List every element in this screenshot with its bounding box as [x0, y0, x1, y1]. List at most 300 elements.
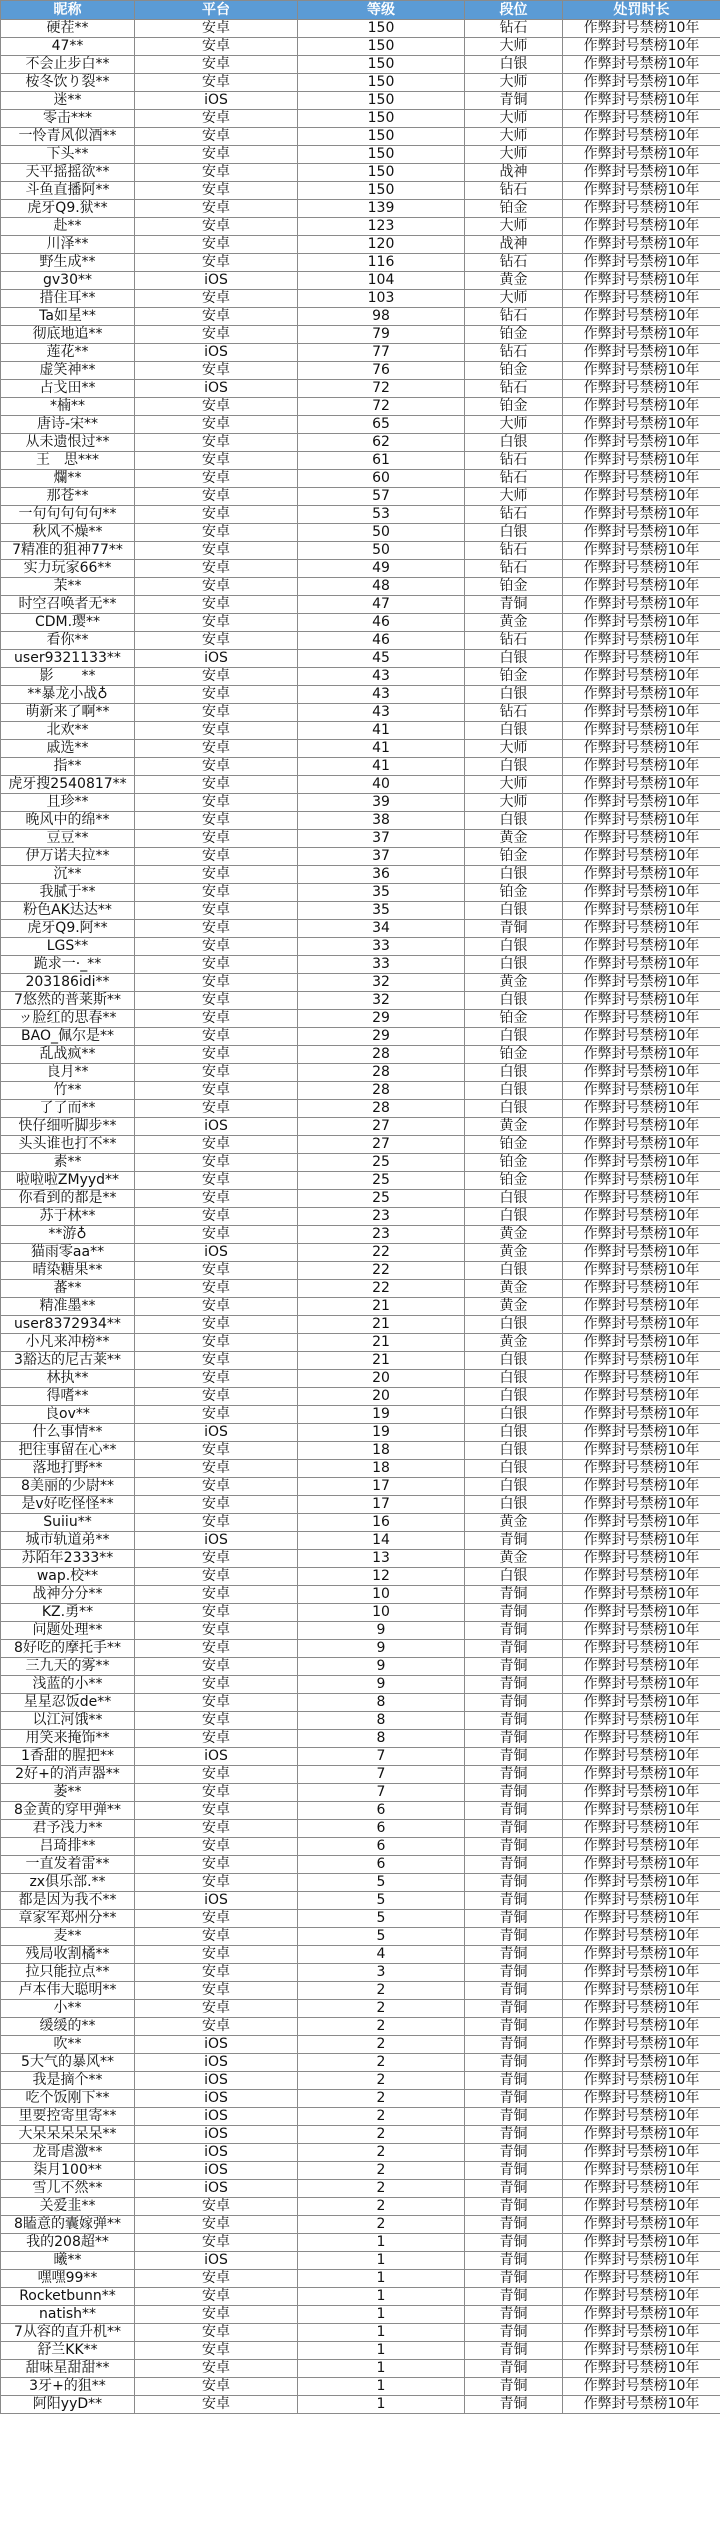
cell-level: 150	[298, 38, 465, 56]
cell-level: 77	[298, 344, 465, 362]
table-row	[1, 1280, 720, 1298]
cell-level: 12	[298, 1568, 465, 1586]
cell-rank: 钻石	[465, 542, 563, 560]
table-row	[1, 1082, 720, 1100]
cell-nickname: 素**	[1, 1154, 135, 1172]
cell-penalty: 作弊封号禁榜10年	[563, 902, 720, 920]
cell-rank: 黄金	[465, 272, 563, 290]
cell-platform: iOS	[135, 2036, 298, 2054]
cell-penalty: 作弊封号禁榜10年	[563, 1316, 720, 1334]
cell-penalty: 作弊封号禁榜10年	[563, 1118, 720, 1136]
cell-rank: 铂金	[465, 362, 563, 380]
cell-level: 7	[298, 1748, 465, 1766]
cell-level: 116	[298, 254, 465, 272]
table-row	[1, 110, 720, 128]
cell-level: 2	[298, 2144, 465, 2162]
table-row	[1, 1820, 720, 1838]
cell-penalty: 作弊封号禁榜10年	[563, 2324, 720, 2342]
table-row	[1, 2216, 720, 2234]
cell-level: 23	[298, 1208, 465, 1226]
cell-rank: 黄金	[465, 1334, 563, 1352]
cell-rank: 白银	[465, 524, 563, 542]
cell-penalty: 作弊封号禁榜10年	[563, 1982, 720, 2000]
cell-rank: 青铜	[465, 1694, 563, 1712]
cell-platform: 安卓	[135, 1100, 298, 1118]
cell-nickname: 川泽**	[1, 236, 135, 254]
table-row	[1, 1352, 720, 1370]
cell-platform: 安卓	[135, 1712, 298, 1730]
cell-level: 16	[298, 1514, 465, 1532]
cell-nickname: wap.校**	[1, 1568, 135, 1586]
table-row	[1, 1478, 720, 1496]
cell-rank: 青铜	[465, 2360, 563, 2378]
cell-level: 18	[298, 1460, 465, 1478]
cell-nickname: 吕琦排**	[1, 1838, 135, 1856]
cell-level: 37	[298, 848, 465, 866]
cell-rank: 白银	[465, 1568, 563, 1586]
cell-rank: 青铜	[465, 1640, 563, 1658]
cell-level: 4	[298, 1946, 465, 1964]
cell-level: 62	[298, 434, 465, 452]
cell-nickname: 缓缓的**	[1, 2018, 135, 2036]
table-row	[1, 92, 720, 110]
table-row	[1, 2126, 720, 2144]
cell-nickname: 零击***	[1, 110, 135, 128]
cell-nickname: 指**	[1, 758, 135, 776]
cell-penalty: 作弊封号禁榜10年	[563, 1064, 720, 1082]
cell-nickname: 不会止步白**	[1, 56, 135, 74]
cell-level: 10	[298, 1604, 465, 1622]
cell-penalty: 作弊封号禁榜10年	[563, 1172, 720, 1190]
table-row	[1, 524, 720, 542]
cell-penalty: 作弊封号禁榜10年	[563, 488, 720, 506]
cell-penalty: 作弊封号禁榜10年	[563, 2054, 720, 2072]
cell-penalty: 作弊封号禁榜10年	[563, 1856, 720, 1874]
cell-level: 28	[298, 1064, 465, 1082]
cell-rank: 大师	[465, 218, 563, 236]
cell-nickname: 莲花**	[1, 344, 135, 362]
cell-nickname: 得嗜**	[1, 1388, 135, 1406]
cell-level: 43	[298, 686, 465, 704]
cell-level: 28	[298, 1046, 465, 1064]
cell-rank: 青铜	[465, 2252, 563, 2270]
cell-nickname: 你看到的都是**	[1, 1190, 135, 1208]
cell-platform: 安卓	[135, 704, 298, 722]
cell-nickname: 王 思***	[1, 452, 135, 470]
cell-level: 35	[298, 884, 465, 902]
cell-platform: 安卓	[135, 1388, 298, 1406]
cell-level: 19	[298, 1406, 465, 1424]
cell-rank: 白银	[465, 1352, 563, 1370]
cell-platform: iOS	[135, 1244, 298, 1262]
cell-nickname: 硬茬**	[1, 20, 135, 38]
cell-nickname: 彻底地追**	[1, 326, 135, 344]
cell-level: 43	[298, 704, 465, 722]
table-row	[1, 956, 720, 974]
cell-penalty: 作弊封号禁榜10年	[563, 1640, 720, 1658]
cell-rank: 青铜	[465, 1856, 563, 1874]
cell-rank: 黄金	[465, 1226, 563, 1244]
table-row	[1, 632, 720, 650]
table-row	[1, 1964, 720, 1982]
cell-nickname: 跪求一·_**	[1, 956, 135, 974]
table-row	[1, 506, 720, 524]
cell-platform: 安卓	[135, 56, 298, 74]
cell-nickname: user8372934**	[1, 1316, 135, 1334]
cell-nickname: 萎**	[1, 1784, 135, 1802]
cell-platform: 安卓	[135, 2216, 298, 2234]
cell-penalty: 作弊封号禁榜10年	[563, 218, 720, 236]
cell-level: 35	[298, 902, 465, 920]
table-row	[1, 1568, 720, 1586]
cell-penalty: 作弊封号禁榜10年	[563, 2342, 720, 2360]
cell-platform: 安卓	[135, 1694, 298, 1712]
cell-rank: 铂金	[465, 398, 563, 416]
table-row	[1, 1244, 720, 1262]
cell-rank: 青铜	[465, 2342, 563, 2360]
cell-rank: 白银	[465, 434, 563, 452]
cell-rank: 白银	[465, 1064, 563, 1082]
cell-penalty: 作弊封号禁榜10年	[563, 650, 720, 668]
cell-rank: 青铜	[465, 2162, 563, 2180]
cell-penalty: 作弊封号禁榜10年	[563, 668, 720, 686]
cell-platform: 安卓	[135, 182, 298, 200]
cell-penalty: 作弊封号禁榜10年	[563, 740, 720, 758]
cell-nickname: 都是因为我不**	[1, 1892, 135, 1910]
cell-nickname: 看你**	[1, 632, 135, 650]
cell-level: 37	[298, 830, 465, 848]
cell-nickname: 章家军郑州分**	[1, 1910, 135, 1928]
cell-nickname: 47**	[1, 38, 135, 56]
cell-nickname: 快仔细听脚步**	[1, 1118, 135, 1136]
cell-level: 5	[298, 1910, 465, 1928]
table-row	[1, 2270, 720, 2288]
cell-nickname: 里要控寄里寄**	[1, 2108, 135, 2126]
cell-platform: 安卓	[135, 2378, 298, 2396]
cell-level: 76	[298, 362, 465, 380]
cell-platform: 安卓	[135, 1784, 298, 1802]
cell-level: 2	[298, 2162, 465, 2180]
table-row	[1, 1784, 720, 1802]
table-row	[1, 2054, 720, 2072]
cell-penalty: 作弊封号禁榜10年	[563, 344, 720, 362]
cell-rank: 青铜	[465, 2180, 563, 2198]
cell-penalty: 作弊封号禁榜10年	[563, 1424, 720, 1442]
cell-nickname: 伊万诺夫拉**	[1, 848, 135, 866]
cell-platform: 安卓	[135, 1946, 298, 1964]
cell-nickname: 晚风中的绵**	[1, 812, 135, 830]
cell-platform: 安卓	[135, 1316, 298, 1334]
cell-platform: 安卓	[135, 1910, 298, 1928]
cell-platform: 安卓	[135, 2198, 298, 2216]
cell-penalty: 作弊封号禁榜10年	[563, 398, 720, 416]
cell-platform: 安卓	[135, 722, 298, 740]
cell-penalty: 作弊封号禁榜10年	[563, 1550, 720, 1568]
cell-nickname: 7精准的狙神77**	[1, 542, 135, 560]
cell-penalty: 作弊封号禁榜10年	[563, 1748, 720, 1766]
cell-level: 22	[298, 1262, 465, 1280]
cell-platform: iOS	[135, 2252, 298, 2270]
cell-nickname: 嘿嘿99**	[1, 2270, 135, 2288]
cell-nickname: 虎牙Q9.狱**	[1, 200, 135, 218]
cell-platform: 安卓	[135, 506, 298, 524]
header-platform: 平台	[135, 1, 298, 20]
cell-platform: iOS	[135, 1424, 298, 1442]
cell-rank: 青铜	[465, 2090, 563, 2108]
cell-nickname: 问题处理**	[1, 1622, 135, 1640]
cell-platform: 安卓	[135, 290, 298, 308]
cell-rank: 青铜	[465, 1892, 563, 1910]
table-row	[1, 668, 720, 686]
cell-penalty: 作弊封号禁榜10年	[563, 2000, 720, 2018]
cell-nickname: *楠**	[1, 398, 135, 416]
cell-rank: 青铜	[465, 2072, 563, 2090]
cell-platform: 安卓	[135, 488, 298, 506]
cell-penalty: 作弊封号禁榜10年	[563, 1226, 720, 1244]
cell-level: 72	[298, 398, 465, 416]
cell-platform: 安卓	[135, 938, 298, 956]
cell-rank: 白银	[465, 1316, 563, 1334]
cell-level: 17	[298, 1478, 465, 1496]
cell-penalty: 作弊封号禁榜10年	[563, 722, 720, 740]
cell-platform: 安卓	[135, 794, 298, 812]
cell-penalty: 作弊封号禁榜10年	[563, 2090, 720, 2108]
cell-nickname: 8美丽的少尉**	[1, 1478, 135, 1496]
cell-level: 150	[298, 164, 465, 182]
table-row	[1, 1838, 720, 1856]
table-row	[1, 1874, 720, 1892]
cell-rank: 青铜	[465, 2216, 563, 2234]
cell-level: 150	[298, 110, 465, 128]
cell-nickname: **游♁	[1, 1226, 135, 1244]
cell-penalty: 作弊封号禁榜10年	[563, 272, 720, 290]
cell-rank: 白银	[465, 866, 563, 884]
cell-nickname: 卢本伟大聪明**	[1, 1982, 135, 2000]
cell-rank: 青铜	[465, 2036, 563, 2054]
cell-level: 72	[298, 380, 465, 398]
cell-rank: 黄金	[465, 1280, 563, 1298]
cell-level: 39	[298, 794, 465, 812]
cell-platform: iOS	[135, 2180, 298, 2198]
cell-rank: 铂金	[465, 848, 563, 866]
table-row	[1, 1658, 720, 1676]
cell-nickname: 大呆呆呆呆呆**	[1, 2126, 135, 2144]
cell-penalty: 作弊封号禁榜10年	[563, 1874, 720, 1892]
cell-penalty: 作弊封号禁榜10年	[563, 1244, 720, 1262]
cell-platform: 安卓	[135, 416, 298, 434]
cell-platform: 安卓	[135, 614, 298, 632]
cell-platform: 安卓	[135, 1406, 298, 1424]
table-row	[1, 2378, 720, 2396]
cell-penalty: 作弊封号禁榜10年	[563, 1820, 720, 1838]
cell-platform: 安卓	[135, 164, 298, 182]
cell-rank: 大师	[465, 74, 563, 92]
cell-level: 43	[298, 668, 465, 686]
cell-nickname: 蕃**	[1, 1280, 135, 1298]
cell-platform: 安卓	[135, 1838, 298, 1856]
cell-level: 48	[298, 578, 465, 596]
cell-penalty: 作弊封号禁榜10年	[563, 632, 720, 650]
cell-rank: 青铜	[465, 1712, 563, 1730]
cell-rank: 青铜	[465, 1838, 563, 1856]
cell-level: 22	[298, 1280, 465, 1298]
table-row	[1, 74, 720, 92]
cell-platform: iOS	[135, 272, 298, 290]
cell-platform: 安卓	[135, 884, 298, 902]
table-row	[1, 1676, 720, 1694]
cell-platform: 安卓	[135, 1190, 298, 1208]
cell-nickname: 残局收割橘**	[1, 1946, 135, 1964]
cell-rank: 青铜	[465, 1928, 563, 1946]
cell-nickname: 从未遗恨过**	[1, 434, 135, 452]
cell-level: 2	[298, 2198, 465, 2216]
cell-level: 6	[298, 1838, 465, 1856]
table-row	[1, 758, 720, 776]
cell-rank: 青铜	[465, 1784, 563, 1802]
table-row	[1, 614, 720, 632]
cell-platform: 安卓	[135, 1586, 298, 1604]
cell-level: 1	[298, 2252, 465, 2270]
cell-penalty: 作弊封号禁榜10年	[563, 974, 720, 992]
cell-rank: 大师	[465, 488, 563, 506]
cell-level: 150	[298, 182, 465, 200]
cell-penalty: 作弊封号禁榜10年	[563, 92, 720, 110]
cell-level: 1	[298, 2270, 465, 2288]
cell-platform: iOS	[135, 92, 298, 110]
cell-rank: 白银	[465, 1370, 563, 1388]
cell-rank: 战神	[465, 236, 563, 254]
cell-penalty: 作弊封号禁榜10年	[563, 1802, 720, 1820]
cell-platform: 安卓	[135, 1514, 298, 1532]
cell-penalty: 作弊封号禁榜10年	[563, 254, 720, 272]
cell-level: 104	[298, 272, 465, 290]
cell-rank: 青铜	[465, 1658, 563, 1676]
table-row	[1, 650, 720, 668]
cell-penalty: 作弊封号禁榜10年	[563, 74, 720, 92]
cell-level: 150	[298, 20, 465, 38]
table-row	[1, 1046, 720, 1064]
table-row	[1, 686, 720, 704]
table-row	[1, 1892, 720, 1910]
cell-rank: 钻石	[465, 182, 563, 200]
cell-level: 5	[298, 1874, 465, 1892]
cell-rank: 白银	[465, 1208, 563, 1226]
cell-rank: 青铜	[465, 1982, 563, 2000]
cell-platform: 安卓	[135, 146, 298, 164]
cell-rank: 白银	[465, 1262, 563, 1280]
cell-nickname: 赴**	[1, 218, 135, 236]
cell-rank: 青铜	[465, 2306, 563, 2324]
cell-platform: 安卓	[135, 2396, 298, 2414]
cell-penalty: 作弊封号禁榜10年	[563, 2162, 720, 2180]
cell-level: 40	[298, 776, 465, 794]
cell-level: 36	[298, 866, 465, 884]
cell-penalty: 作弊封号禁榜10年	[563, 56, 720, 74]
cell-nickname: 野生成**	[1, 254, 135, 272]
table-row	[1, 1028, 720, 1046]
cell-level: 28	[298, 1100, 465, 1118]
cell-level: 34	[298, 920, 465, 938]
cell-platform: 安卓	[135, 1676, 298, 1694]
cell-nickname: 雪儿不然**	[1, 2180, 135, 2198]
cell-platform: 安卓	[135, 308, 298, 326]
cell-penalty: 作弊封号禁榜10年	[563, 1208, 720, 1226]
cell-penalty: 作弊封号禁榜10年	[563, 956, 720, 974]
cell-platform: 安卓	[135, 1622, 298, 1640]
cell-nickname: LGS**	[1, 938, 135, 956]
cell-nickname: 唐诗-宋**	[1, 416, 135, 434]
cell-nickname: KZ.勇**	[1, 1604, 135, 1622]
cell-level: 46	[298, 632, 465, 650]
cell-rank: 青铜	[465, 92, 563, 110]
cell-platform: iOS	[135, 2144, 298, 2162]
cell-rank: 青铜	[465, 2126, 563, 2144]
cell-nickname: 浅蓝的小**	[1, 1676, 135, 1694]
cell-level: 120	[298, 236, 465, 254]
cell-platform: 安卓	[135, 38, 298, 56]
cell-platform: 安卓	[135, 740, 298, 758]
cell-rank: 白银	[465, 56, 563, 74]
cell-rank: 黄金	[465, 1244, 563, 1262]
cell-nickname: 精准墨**	[1, 1298, 135, 1316]
cell-platform: 安卓	[135, 2288, 298, 2306]
cell-platform: 安卓	[135, 542, 298, 560]
cell-level: 9	[298, 1676, 465, 1694]
table-row	[1, 722, 720, 740]
cell-penalty: 作弊封号禁榜10年	[563, 1406, 720, 1424]
cell-penalty: 作弊封号禁榜10年	[563, 452, 720, 470]
cell-rank: 铂金	[465, 884, 563, 902]
cell-nickname: 苏陌年2333**	[1, 1550, 135, 1568]
cell-penalty: 作弊封号禁榜10年	[563, 200, 720, 218]
cell-penalty: 作弊封号禁榜10年	[563, 236, 720, 254]
cell-level: 60	[298, 470, 465, 488]
cell-rank: 白银	[465, 938, 563, 956]
table-row	[1, 1802, 720, 1820]
cell-rank: 钻石	[465, 344, 563, 362]
cell-level: 5	[298, 1892, 465, 1910]
cell-penalty: 作弊封号禁榜10年	[563, 2270, 720, 2288]
table-row	[1, 164, 720, 182]
header-rank: 段位	[465, 1, 563, 20]
table-row	[1, 2360, 720, 2378]
cell-level: 2	[298, 2090, 465, 2108]
cell-nickname: 影 **	[1, 668, 135, 686]
table-row	[1, 326, 720, 344]
cell-level: 20	[298, 1388, 465, 1406]
cell-platform: 安卓	[135, 524, 298, 542]
cell-rank: 钻石	[465, 506, 563, 524]
cell-rank: 青铜	[465, 2018, 563, 2036]
cell-rank: 白银	[465, 812, 563, 830]
cell-penalty: 作弊封号禁榜10年	[563, 938, 720, 956]
cell-rank: 大师	[465, 128, 563, 146]
cell-platform: 安卓	[135, 1640, 298, 1658]
cell-platform: 安卓	[135, 2324, 298, 2342]
cell-platform: 安卓	[135, 452, 298, 470]
cell-penalty: 作弊封号禁榜10年	[563, 1730, 720, 1748]
cell-level: 41	[298, 722, 465, 740]
cell-platform: 安卓	[135, 2234, 298, 2252]
cell-penalty: 作弊封号禁榜10年	[563, 1496, 720, 1514]
cell-level: 41	[298, 740, 465, 758]
cell-platform: 安卓	[135, 1082, 298, 1100]
cell-rank: 青铜	[465, 1910, 563, 1928]
cell-level: 9	[298, 1658, 465, 1676]
table-row	[1, 1154, 720, 1172]
cell-rank: 铂金	[465, 1172, 563, 1190]
cell-rank: 铂金	[465, 200, 563, 218]
